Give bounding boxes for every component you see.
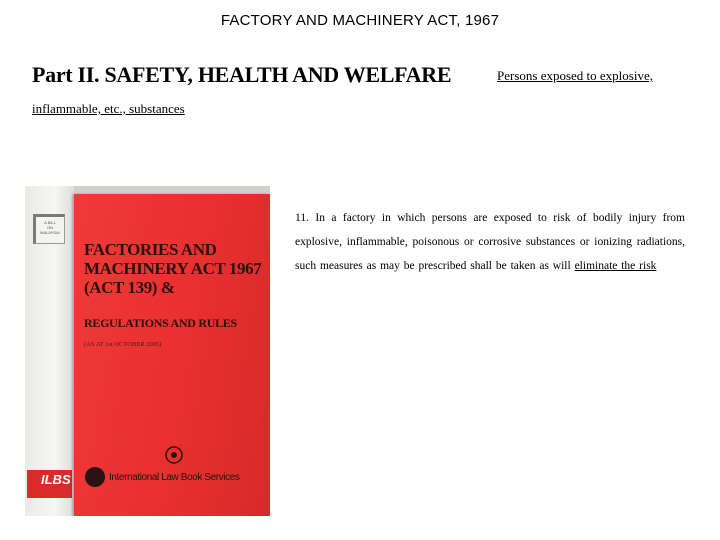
section-body: 11. In a factory in which persons are exposed to risk of bodily injury from explosive, inflammable, poisonous or corrosive substances or ionizing radiations, such measures as may be prescribed shall be taken as will [295,212,685,272]
crest-icon [165,446,183,464]
book-inner-page [25,186,74,516]
side-note-line-2: inflammable, etc., substances [32,101,185,116]
section-11-text [295,206,685,278]
part-heading: Part II. SAFETY, HEALTH AND WELFARE [32,62,452,87]
spine-stamp-line: ON [47,225,53,230]
section-underlined-phrase: eliminate the risk [574,260,657,272]
book-cover-photo [25,186,270,516]
publisher-name: International Law Book Services [109,472,240,483]
spine-stamp [33,214,65,244]
cover-title-line: MACHINERY ACT 1967 [84,259,262,278]
cover-title-line: FACTORIES AND [84,240,217,259]
spine-stamp-line: A BILL [44,220,56,225]
document-title: FACTORY AND MACHINERY ACT, 1967 [220,12,500,29]
cover-subtitle: REGULATIONS AND RULES [84,316,237,330]
publisher-logo-icon [85,467,105,487]
ilbs-logo-text: ILBS [41,472,71,487]
cover-title [84,240,264,297]
side-note-line-1: Persons exposed to explosive, [497,68,653,83]
cover-date: (AS AT 1st OCTOBER 2005) [84,341,162,348]
cover-title-line: (ACT 139) & [84,278,175,297]
spine-stamp-line: MALAYSIA [40,230,60,235]
